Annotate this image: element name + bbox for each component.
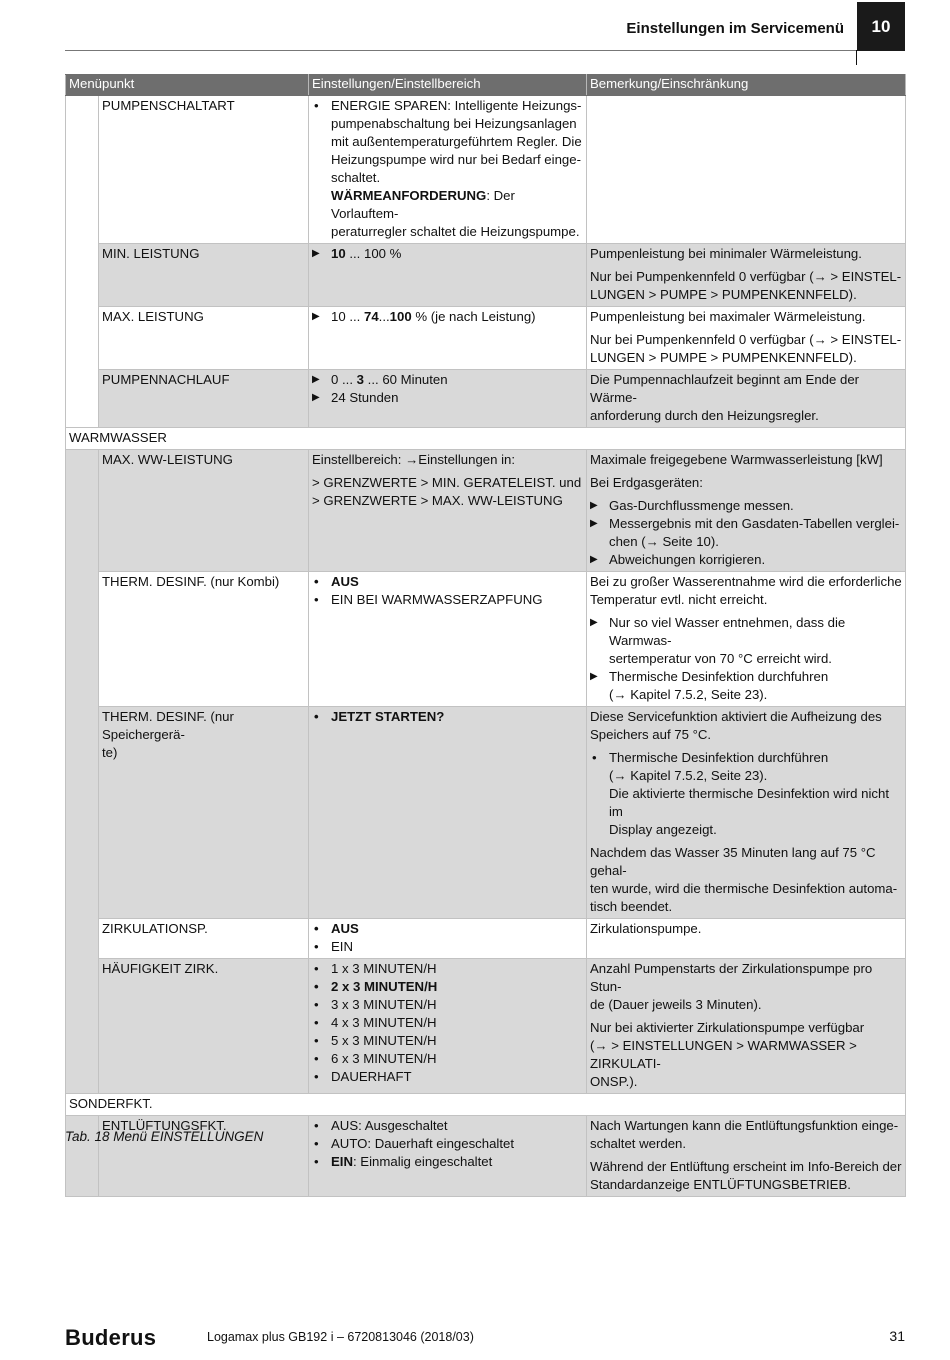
note-text: Pumpenleistung bei maximaler Wärmeleistung. bbox=[590, 309, 866, 324]
column-header-menu: Menüpunkt bbox=[66, 75, 309, 96]
note-text: Standardanzeige ENTLÜFTUNGSBETRIEB. bbox=[590, 1177, 851, 1192]
setting-text: schaltet. bbox=[331, 170, 381, 185]
setting-option: • AUS: Ausgeschaltet bbox=[312, 1117, 583, 1135]
menu-item-name: PUMPENNACHLAUF bbox=[99, 370, 309, 428]
section-title-warmwasser: WARMWASSER bbox=[66, 428, 906, 450]
note-text: Nur so viel Wasser entnehmen, dass die Warmwas- bbox=[609, 615, 846, 648]
setting-text: ... 100 % bbox=[345, 246, 402, 261]
setting-cell bbox=[309, 707, 587, 919]
section-row bbox=[66, 428, 906, 450]
note-text: Pumpenleistung bei minimaler Wärmeleistung. bbox=[590, 246, 862, 261]
note-text: Nur bei Pumpenkennfeld 0 verfügbar (→ > EINSTEL- bbox=[590, 269, 902, 284]
setting-cell bbox=[309, 1116, 587, 1197]
setting-option-default: • 2 x 3 MINUTEN/H bbox=[312, 978, 583, 996]
note-text: (→ > EINSTELLUNGEN > WARMWASSER > ZIRKULATI- bbox=[590, 1038, 857, 1071]
setting-text: pumpenabschaltung bei Heizungsanlagen bbox=[331, 116, 577, 131]
chapter-number: 10 bbox=[857, 2, 905, 51]
note-text: Zirkulationspumpe. bbox=[590, 921, 702, 936]
note-bullet: ▶ Abweichungen korrigieren. bbox=[590, 551, 902, 569]
setting-option: • 5 x 3 MINUTEN/H bbox=[312, 1032, 583, 1050]
page-number: 31 bbox=[889, 1328, 905, 1344]
note-cell bbox=[587, 919, 906, 959]
note-text: Nach Wartungen kann die Entlüftungsfunktion einge- bbox=[590, 1118, 899, 1133]
note-text: Nur bei Pumpenkennfeld 0 verfügbar (→ > EINSTEL- bbox=[590, 332, 902, 347]
note-text: LUNGEN > PUMPE > PUMPENKENNFELD). bbox=[590, 350, 857, 365]
note-bullet: ▶ Gas-Durchflussmenge messen. bbox=[590, 497, 902, 515]
setting-text: : Der Vorlauftem- bbox=[331, 188, 515, 221]
note-text: Maximale freigegebene Warmwasserleistung [kW] bbox=[590, 452, 883, 467]
table-header-row bbox=[66, 75, 906, 96]
setting-text: % (je nach Leistung) bbox=[411, 309, 536, 324]
setting-default: 10 bbox=[331, 246, 346, 261]
menu-item-name-line: te) bbox=[102, 745, 118, 760]
note-text: Die aktivierte thermische Desinfektion wird nicht im bbox=[609, 786, 889, 819]
note-text: Messergebnis mit den Gasdaten-Tabellen verglei- bbox=[609, 516, 900, 531]
section-title-sonderfkt: SONDERFKT. bbox=[66, 1094, 906, 1116]
note-cell bbox=[587, 96, 906, 244]
column-header-notes: Bemerkung/Einschränkung bbox=[587, 75, 906, 96]
note-text: Diese Servicefunktion aktiviert die Aufheizung des bbox=[590, 709, 882, 724]
table-row bbox=[66, 959, 906, 1094]
setting-text: > GRENZWERTE > MAX. WW-LEISTUNG bbox=[312, 493, 563, 508]
setting-text: Einstellbereich: →Einstellungen in: bbox=[312, 452, 516, 467]
note-cell bbox=[587, 450, 906, 572]
setting-cell bbox=[309, 450, 587, 572]
setting-text-bold: WÄRMEANFORDERUNG bbox=[331, 188, 487, 203]
settings-table bbox=[65, 74, 906, 1197]
note-text: Thermische Desinfektion durchführen bbox=[609, 750, 829, 765]
setting-option-default: EIN bbox=[331, 1154, 353, 1169]
note-text: Nur bei aktivierter Zirkulationspumpe verfügbar bbox=[590, 1020, 865, 1035]
table-row bbox=[66, 96, 906, 244]
setting-text: ... 60 Minuten bbox=[364, 372, 448, 387]
note-text: (→ Kapitel 7.5.2, Seite 23). bbox=[609, 768, 768, 783]
note-text: Thermische Desinfektion durchfuhren bbox=[609, 669, 829, 684]
menu-item-name: MAX. LEISTUNG bbox=[99, 307, 309, 370]
setting-text: mit außentemperaturgeführtem Regler. Die bbox=[331, 134, 582, 149]
setting-text: > GRENZWERTE > MIN. GERATELEIST. und bbox=[312, 475, 582, 490]
setting-option: • 4 x 3 MINUTEN/H bbox=[312, 1014, 583, 1032]
indent-cell bbox=[66, 1116, 99, 1197]
table-caption: Tab. 18 Menü EINSTELLUNGEN bbox=[65, 1129, 264, 1144]
section-row bbox=[66, 1094, 906, 1116]
table-row bbox=[66, 307, 906, 370]
note-text: chen (→ Seite 10). bbox=[609, 534, 719, 549]
setting-option-default: • AUS bbox=[312, 573, 583, 591]
setting-cell bbox=[309, 244, 587, 307]
footer-document-id: Logamax plus GB192 i – 6720813046 (2018/03) bbox=[207, 1330, 474, 1344]
note-cell bbox=[587, 707, 906, 919]
note-text: ten wurde, wird die thermische Desinfektion automa- bbox=[590, 881, 898, 896]
note-cell bbox=[587, 572, 906, 707]
table-row bbox=[66, 707, 906, 919]
table-row bbox=[66, 244, 906, 307]
setting-default: 74 bbox=[364, 309, 379, 324]
setting-text: 0 ... bbox=[331, 372, 357, 387]
setting-option: • EIN BEI WARMWASSERZAPFUNG bbox=[312, 591, 583, 609]
setting-option: • AUTO: Dauerhaft eingeschaltet bbox=[312, 1135, 583, 1153]
setting-cell bbox=[309, 370, 587, 428]
setting-option: • 1 x 3 MINUTEN/H bbox=[312, 960, 583, 978]
note-text: schaltet werden. bbox=[590, 1136, 687, 1151]
brand-logo: Buderus bbox=[65, 1325, 157, 1350]
note-text: anforderung durch den Heizungsregler. bbox=[590, 408, 819, 423]
note-text: ONSP.). bbox=[590, 1074, 638, 1089]
table-row bbox=[66, 919, 906, 959]
note-text: Nachdem das Wasser 35 Minuten lang auf 75 °C gehal- bbox=[590, 845, 876, 878]
note-text: sertemperatur von 70 °C erreicht wird. bbox=[609, 651, 832, 666]
setting-text: Heizungspumpe wird nur bei Bedarf einge- bbox=[331, 152, 581, 167]
note-text: Bei Erdgasgeräten: bbox=[590, 475, 703, 490]
note-text: Die Pumpennachlaufzeit beginnt am Ende der Wärme- bbox=[590, 372, 860, 405]
menu-item-name: MIN. LEISTUNG bbox=[99, 244, 309, 307]
note-text: Während der Entlüftung erscheint im Info-Bereich der bbox=[590, 1159, 902, 1174]
setting-text: 10 ... bbox=[331, 309, 364, 324]
indent-cell bbox=[66, 450, 99, 1094]
setting-text: peraturregler schaltet die Heizungspumpe. bbox=[331, 224, 580, 239]
table-row bbox=[66, 370, 906, 428]
setting-text: : Einmalig eingeschaltet bbox=[352, 1154, 493, 1169]
table-row bbox=[66, 450, 906, 572]
setting-option: • EIN bbox=[312, 938, 583, 956]
note-cell bbox=[587, 244, 906, 307]
note-cell bbox=[587, 370, 906, 428]
note-text: tisch beendet. bbox=[590, 899, 673, 914]
setting-text: ENERGIE SPAREN: Intelligente Heizungs- bbox=[331, 98, 582, 113]
setting-default: 3 bbox=[356, 372, 364, 387]
note-text: Temperatur evtl. nicht erreicht. bbox=[590, 592, 768, 607]
header-rule bbox=[65, 50, 857, 51]
indent-cell bbox=[66, 96, 99, 428]
menu-item-name: THERM. DESINF. (nur Kombi) bbox=[99, 572, 309, 707]
note-text: Speichers auf 75 °C. bbox=[590, 727, 712, 742]
note-text: Display angezeigt. bbox=[609, 822, 717, 837]
setting-cell bbox=[309, 959, 587, 1094]
setting-option: ▶ 24 Stunden bbox=[312, 389, 583, 407]
menu-item-name: ENTLÜFTUNGSFKT. bbox=[99, 1116, 309, 1197]
note-cell bbox=[587, 307, 906, 370]
note-cell bbox=[587, 959, 906, 1094]
setting-option-default: • AUS bbox=[312, 920, 583, 938]
header-tick bbox=[856, 50, 857, 65]
setting-cell bbox=[309, 572, 587, 707]
setting-cell bbox=[309, 307, 587, 370]
note-text: LUNGEN > PUMPE > PUMPENKENNFELD). bbox=[590, 287, 857, 302]
menu-item-name-line: THERM. DESINF. (nur Speichergerä- bbox=[102, 709, 234, 742]
setting-cell bbox=[309, 96, 587, 244]
menu-item-name: PUMPENSCHALTART bbox=[99, 96, 309, 244]
note-text: Anzahl Pumpenstarts der Zirkulationspumpe pro Stun- bbox=[590, 961, 873, 994]
setting-max: 100 bbox=[389, 309, 412, 324]
column-header-settings: Einstellungen/Einstellbereich bbox=[309, 75, 587, 96]
page-header-title: Einstellungen im Servicemenü bbox=[626, 20, 844, 37]
menu-item-name: MAX. WW-LEISTUNG bbox=[99, 450, 309, 572]
table-row bbox=[66, 1116, 906, 1197]
setting-text: ... bbox=[378, 309, 390, 324]
note-text: Bei zu großer Wasserentnahme wird die erforderliche bbox=[590, 574, 902, 589]
note-text: (→ Kapitel 7.5.2, Seite 23). bbox=[609, 687, 768, 702]
setting-option: • DAUERHAFT bbox=[312, 1068, 583, 1086]
setting-option: • JETZT STARTEN? bbox=[312, 708, 583, 726]
setting-option: • 3 x 3 MINUTEN/H bbox=[312, 996, 583, 1014]
note-cell bbox=[587, 1116, 906, 1197]
note-text: de (Dauer jeweils 3 Minuten). bbox=[590, 997, 762, 1012]
menu-item-name: HÄUFIGKEIT ZIRK. bbox=[99, 959, 309, 1094]
table-row bbox=[66, 572, 906, 707]
menu-item-name bbox=[99, 707, 309, 919]
setting-option: • 6 x 3 MINUTEN/H bbox=[312, 1050, 583, 1068]
setting-cell bbox=[309, 919, 587, 959]
menu-item-name: ZIRKULATIONSP. bbox=[99, 919, 309, 959]
